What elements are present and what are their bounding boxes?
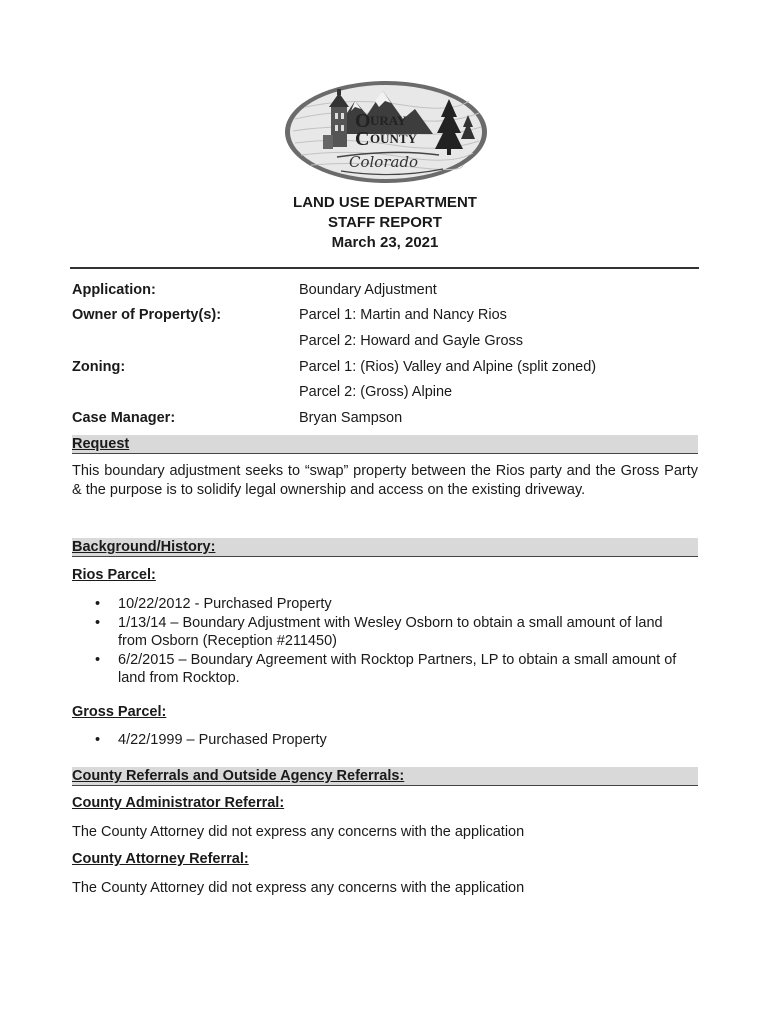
ouray-county-logo: [283, 79, 489, 185]
referrals-section-heading: [72, 767, 698, 786]
zoning-value-parcel-2: Parcel 2: (Gross) Alpine: [299, 384, 453, 400]
request-heading-text: Request: [72, 436, 130, 452]
application-value: Boundary Adjustment: [299, 282, 437, 298]
gross-parcel-heading: Gross Parcel:: [72, 704, 167, 720]
header-line-2: STAFF REPORT: [328, 214, 442, 231]
owner-value-parcel-1: Parcel 1: Martin and Nancy Rios: [299, 307, 507, 323]
rios-parcel-heading: Rios Parcel:: [72, 567, 156, 583]
logo-c-initial: C: [355, 128, 370, 150]
header-date: March 23, 2021: [331, 234, 439, 251]
logo-line2: OUNTY: [370, 131, 417, 146]
owner-value-parcel-2: Parcel 2: Howard and Gayle Gross: [299, 333, 524, 349]
request-section-heading: [72, 435, 698, 454]
attorney-referral-heading: County Attorney Referral:: [72, 851, 249, 867]
referrals-heading-text: County Referrals and Outside Agency Referrals:: [72, 768, 405, 784]
case-manager-value: Bryan Sampson: [299, 410, 403, 426]
logo-script: Colorado: [349, 153, 419, 171]
owner-label: Owner of Property(s):: [72, 307, 222, 323]
zoning-label: Zoning:: [72, 359, 126, 375]
background-section-heading: [72, 538, 698, 557]
admin-referral-heading: County Administrator Referral:: [72, 795, 285, 811]
list-item: • 4/22/1999 – Purchased Property: [72, 731, 692, 750]
gross-parcel-list: [72, 731, 692, 750]
list-item: • 1/13/14 – Boundary Adjustment with Wesley Osborn to obtain a small amount of land from Osborn (Reception #211450): [72, 614, 692, 651]
logo-line1: URAY: [370, 113, 407, 128]
logo-graphic: [283, 79, 489, 185]
list-item: • 6/2/2015 – Boundary Agreement with Rocktop Partners, LP to obtain a small amount of land from Rocktop.: [72, 651, 692, 688]
rios-parcel-list: [72, 595, 692, 688]
header-line-1: LAND USE DEPARTMENT: [293, 194, 477, 211]
application-label: Application:: [72, 282, 156, 298]
list-item: • 10/22/2012 - Purchased Property: [72, 595, 692, 614]
background-heading-text: Background/History:: [72, 539, 216, 555]
zoning-value-parcel-1: Parcel 1: (Rios) Valley and Alpine (split zoned): [299, 359, 597, 375]
logo-o-initial: O: [355, 110, 371, 132]
admin-referral-text: The County Attorney did not express any concerns with the application: [72, 824, 525, 840]
attorney-referral-text: The County Attorney did not express any concerns with the application: [72, 880, 525, 896]
header-divider: [70, 267, 699, 269]
request-text: This boundary adjustment seeks to “swap” property between the Rios party and the Gross Party & the purpose is to solidify legal ownership and access on the existing driveway.: [72, 463, 698, 498]
case-manager-label: Case Manager:: [72, 410, 176, 426]
